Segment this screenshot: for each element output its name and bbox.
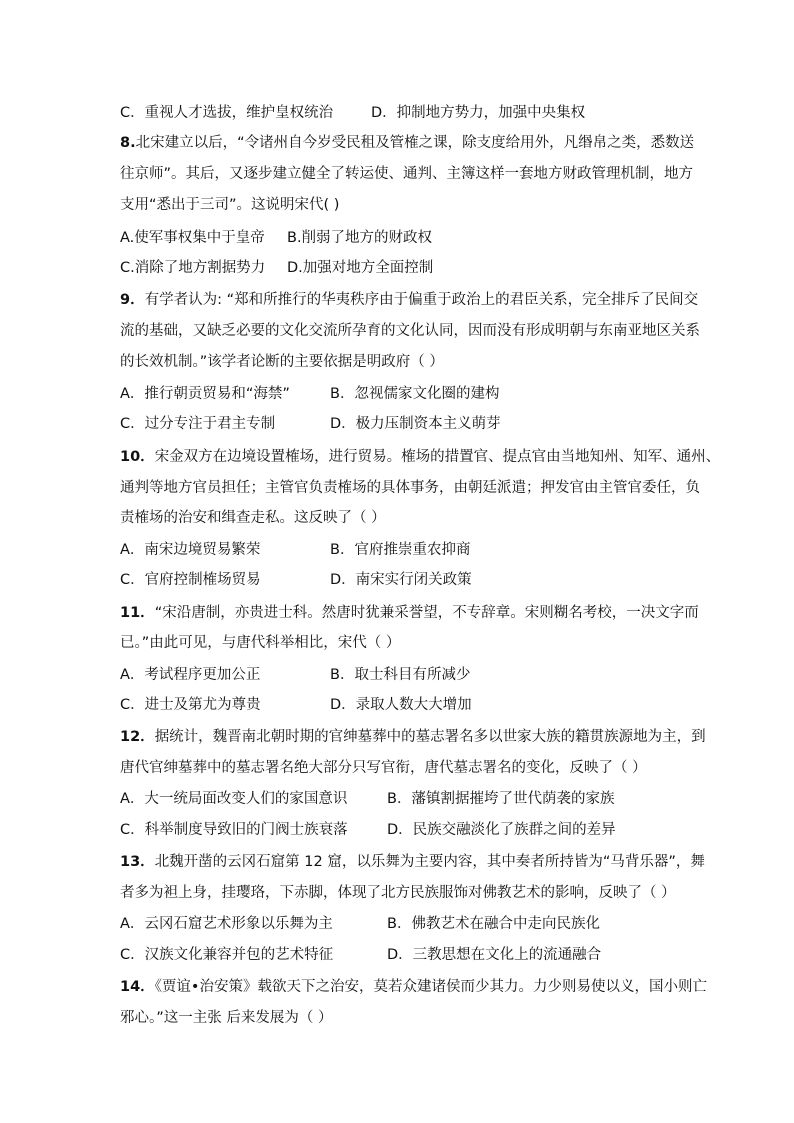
q9-stem-line-2: 流的基础，又缺乏必要的文化交流所孕育的文化认同，因而没有形成明朝与东南亚地区关系: [120, 323, 700, 339]
q13-option-a: A．云冈石窟艺术形象以乐舞为主: [120, 916, 333, 932]
q10-stem-line-1: 10．宋金双方在边境设置榷场，进行贸易。榷场的措置官、提点官由当地知州、知军、通州、: [120, 449, 721, 465]
q13-option-b: B．佛教艺术在融合中走向民族化: [387, 916, 600, 932]
q13-option-c: C．汉族文化兼容并包的艺术特征: [120, 947, 334, 963]
q12-option-b: B．藩镇割据摧垮了世代荫袭的家族: [387, 791, 615, 807]
q8-option-b: B.削弱了地方的财政权: [287, 230, 433, 246]
q9-option-b: B．忽视儒家文化圈的建构: [330, 386, 500, 402]
q11-stem-line-2: 已。”由此可见，与唐代科举相比，宋代（ ）: [120, 635, 401, 651]
q8-number: 8.: [120, 135, 136, 151]
q9-number: 9．: [120, 292, 145, 308]
q12-stem-line-1: 12．据统计，魏晋南北朝时期的官绅墓葬中的墓志署名多以世家大族的籍贯族源地为主，到: [120, 729, 706, 745]
q11-option-a: A．考试程序更加公正: [120, 667, 261, 683]
q10-option-d: D．南宋实行闭关政策: [330, 572, 472, 588]
q10-option-c: C．官府控制榷场贸易: [120, 572, 261, 588]
q12-option-d: D．民族交融淡化了族群之间的差异: [387, 822, 616, 838]
q12-option-a: A．大一统局面改变人们的家国意识: [120, 791, 348, 807]
q10-option-a: A．南宋边境贸易繁荣: [120, 542, 261, 558]
q14-number: 14．: [120, 979, 155, 995]
q10-number: 10．: [120, 449, 155, 465]
q13-option-d: D．三教思想在文化上的流通融合: [387, 947, 602, 963]
q8-stem-line-3: 支用“悉出于三司”。这说明宋代( ): [120, 197, 340, 213]
q9-stem-line-3: 的长效机制。”该学者论断的主要依据是明政府（ ）: [120, 354, 444, 370]
q7-option-c: C．重视人才选拔，维护皇权统治: [120, 105, 334, 121]
q8-stem-line-2: 往京师”。其后，又逐步建立健全了转运使、通判、主簿这样一套地方财政管理机制，地方: [120, 166, 694, 182]
q8-option-d: D.加强对地方全面控制: [287, 260, 434, 276]
q12-number: 12．: [120, 729, 155, 745]
q7-option-d: D．抑制地方势力，加强中央集权: [371, 105, 586, 121]
q11-option-c: C．进士及第尤为尊贵: [120, 697, 261, 713]
q11-option-d: D．录取人数大大增加: [330, 697, 472, 713]
q13-stem-line-2: 者多为袒上身，挂璎珞，下赤脚，体现了北方民族服饰对佛教艺术的影响，反映了（ ）: [120, 885, 676, 901]
q11-number: 11．: [120, 605, 155, 621]
q8-option-a: A.使军事权集中于皇帝: [120, 230, 265, 246]
q10-stem-line-3: 责榷场的治安和缉查走私。这反映了（ ）: [120, 510, 386, 526]
q8-option-c: C.消除了地方割据势力: [120, 260, 266, 276]
q9-option-a: A．推行朝贡贸易和“海禁”: [120, 386, 290, 402]
q9-stem-line-1: 9．有学者认为: “郑和所推行的华夷秩序由于偏重于政治上的君臣关系，完全排斥了民间交: [120, 292, 699, 308]
q10-stem-line-2: 通判等地方官员担任；主管官负责榷场的具体事务，由朝廷派遣；押发官由主管官委任，负: [120, 480, 700, 496]
q9-option-d: D．极力压制资本主义萌芽: [330, 416, 501, 432]
q12-option-c: C．科举制度导致旧的门阀士族衰落: [120, 822, 348, 838]
q10-option-b: B．官府推崇重农抑商: [330, 542, 471, 558]
q13-number: 13．: [120, 854, 155, 870]
q14-stem-line-2: 邪心。”这一主张 后来发展为（ ）: [120, 1010, 333, 1026]
q8-stem-line-1: 8.北宋建立以后，“令诸州自今岁受民租及管榷之课，除支度给用外，凡缗帛之类，悉数送: [120, 135, 695, 151]
q11-stem-line-1: 11．“宋沿唐制，亦贵进士科。然唐时犹兼采誉望，不专辞章。宋则糊名考校，一决文字而: [120, 605, 699, 621]
q9-option-c: C．过分专注于君主专制: [120, 416, 276, 432]
q12-stem-line-2: 唐代官绅墓葬中的墓志署名绝大部分只写官衔，唐代墓志署名的变化，反映了（ ）: [120, 760, 647, 776]
q11-option-b: B．取士科目有所减少: [330, 667, 471, 683]
q14-stem-line-1: 14．《贾谊•治安策》载欲天下之治安，莫若众建诸侯而少其力。力少则易使以义，国小则亡: [120, 979, 707, 995]
q13-stem-line-1: 13．北魏开凿的云冈石窟第 12 窟，以乐舞为主要内容，其中奏者所持皆为“马背乐器”，舞: [120, 854, 705, 870]
